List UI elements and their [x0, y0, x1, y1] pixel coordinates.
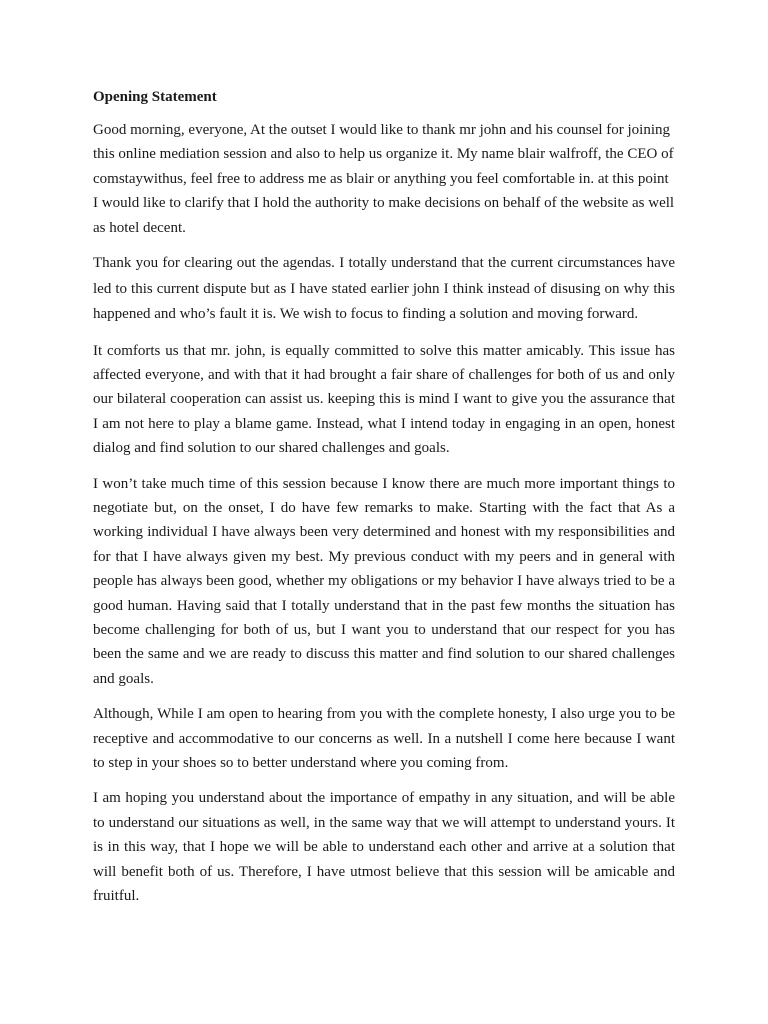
document-heading: Opening Statement [93, 89, 217, 105]
paragraph-2: Thank you for clearing out the agendas. I totally understand that the current circumstances have led to this current dispute but as I have stated earlier john I think instead of disusing on why this happened and who’s fault it is. We wish to focus to finding a solution and moving forward. [93, 255, 675, 323]
paragraph-3: It comforts us that mr. john, is equally committed to solve this matter amicably. This issue has affected everyone, and with that it had brought a fair share of challenges for both of us and only our bilateral cooperation can assist us. keeping this is mind I want to give you the assurance that I am not here to play a blame game. Instead, what I intend today in engaging in an open, honest dialog and find solution to our shared challenges and goals. [93, 342, 675, 457]
paragraph-5: Although, While I am open to hearing from you with the complete honesty, I also urge you to be receptive and accommodative to our concerns as well. In a nutshell I come here because I want to step in your shoes so to better understand where you coming from. [93, 706, 675, 772]
paragraph-1: Good morning, everyone, At the outset I would like to thank mr john and his counsel for joining this online mediation session and also to help us organize it. My name blair walfroff, the CEO of comstaywithus, feel free to address me as blair or anything you feel comfortable in. at this point I would like to clarify that I hold the authority to make decisions on behalf of the website as well as hotel decent. [93, 122, 675, 236]
paragraph-6: I am hoping you understand about the importance of empathy in any situation, and will be able to understand our situations as well, in the same way that we will attempt to understand yours. It is in this way, that I hope we will be able to understand each other and arrive at a solution that will benefit both of us. Therefore, I have utmost believe that this session will be amicable and fruitful. [93, 790, 675, 905]
document-page [93, 86, 675, 919]
paragraph-4: I won’t take much time of this session because I know there are much more important things to negotiate but, on the onset, I do have few remarks to make. Starting with the fact that As a working individual I have always been very determined and honest with my responsibilities and for that I have always given my best. My previous conduct with my peers and in general with people has always been good, whether my obligations or my behavior I have always tried to be a good human. Having said that I totally understand that in the past few months the situation has become challenging for both of us, but I want you to understand that our respect for you has been the same and we are ready to discuss this matter and find solution to our shared challenges and goals. [93, 475, 675, 687]
